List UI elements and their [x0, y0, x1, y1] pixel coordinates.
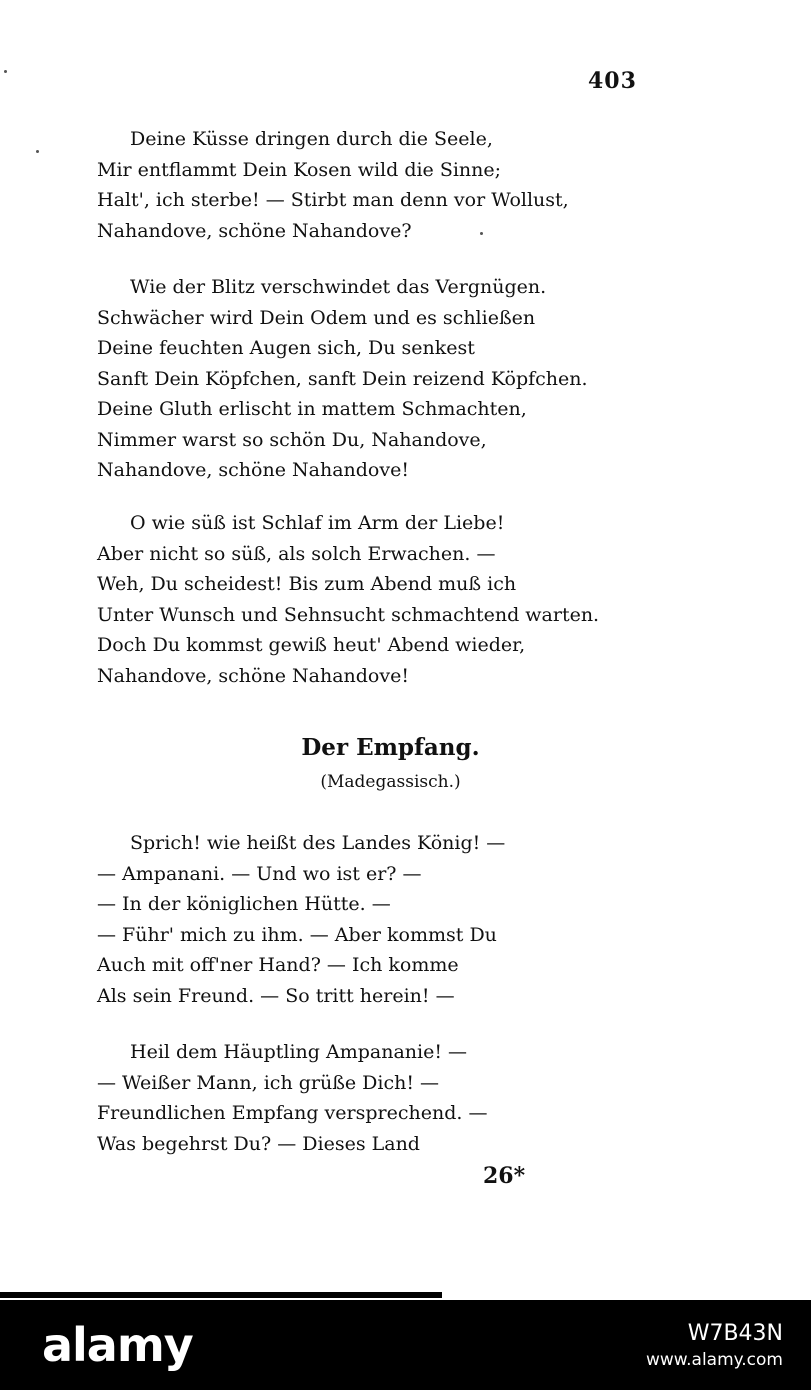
- verse-line: Wie der Blitz verschwindet das Vergnügen.: [130, 276, 547, 298]
- verse-line: Als sein Freund. — So tritt herein! —: [97, 984, 455, 1007]
- scan-speck: [36, 150, 39, 153]
- poem2-stanza-2: [97, 1037, 617, 1159]
- verse-line: Freundlichen Empfang versprechend. —: [97, 1102, 488, 1124]
- verse-line: Halt', ich sterbe! — Stirbt man denn vor Wollust,: [97, 189, 569, 211]
- verse-line: — In der königlichen Hütte. —: [97, 893, 391, 915]
- site-url: www.alamy.com: [645, 1350, 783, 1370]
- verse-line: Deine feuchten Augen sich, Du senkest: [97, 337, 475, 359]
- verse-line: Nimmer warst so schön Du, Nahandove,: [97, 428, 487, 451]
- poem-title: [0, 734, 811, 761]
- footer-info: [646, 1320, 783, 1372]
- verse-line: Nahandove, schöne Nahandove?: [97, 219, 412, 242]
- verse-line: — Führ' mich zu ihm. — Aber kommst Du: [97, 923, 497, 946]
- verse-line: Nahandove, schöne Nahandove!: [97, 459, 409, 481]
- page-number: 403: [588, 68, 637, 94]
- scan-edge-line: [0, 1292, 442, 1298]
- signature-mark: 26*: [483, 1163, 526, 1189]
- verse-line: Mir entflammt Dein Kosen wild die Sinne;: [97, 158, 502, 181]
- scan-speck: [4, 70, 7, 73]
- verse-line: Nahandove, schöne Nahandove!: [97, 664, 409, 687]
- verse-line: Sanft Dein Köpfchen, sanft Dein reizend Köpfchen.: [97, 367, 588, 390]
- poem-title-text: Der Empfang.: [301, 734, 480, 761]
- verse-line: Unter Wunsch und Sehnsucht schmachtend warten.: [97, 603, 600, 626]
- poem-subtitle: [0, 772, 811, 792]
- verse-line: — Ampanani. — Und wo ist er? —: [97, 862, 422, 885]
- scan-speck: [480, 232, 483, 235]
- verse-line: Deine Gluth erlischt in mattem Schmachten,: [97, 398, 527, 420]
- verse-line: Heil dem Häuptling Ampananie! —: [130, 1041, 468, 1063]
- stanza-2: [97, 272, 617, 486]
- verse-line: Auch mit off'ner Hand? — Ich komme: [97, 954, 459, 976]
- verse-line: — Weißer Mann, ich grüße Dich! —: [97, 1071, 440, 1094]
- verse-line: Was begehrst Du? — Dieses Land: [97, 1132, 420, 1155]
- watermark-footer: [0, 1300, 811, 1390]
- verse-line: Aber nicht so süß, als solch Erwachen. —: [97, 542, 496, 565]
- poem2-stanza-1: [97, 828, 617, 1011]
- verse-line: Sprich! wie heißt des Landes König! —: [130, 832, 506, 854]
- poem-subtitle-text: (Madegassisch.): [320, 772, 461, 792]
- verse-line: Weh, Du scheidest! Bis zum Abend muß ich: [97, 573, 517, 595]
- brand-logo: alamy: [42, 1318, 193, 1372]
- verse-line: Doch Du kommst gewiß heut' Abend wieder,: [97, 634, 526, 656]
- verse-line: O wie süß ist Schlaf im Arm der Liebe!: [130, 512, 505, 534]
- stanza-1: [97, 124, 617, 246]
- image-id: W7B43N: [687, 1321, 783, 1346]
- stanza-3: [97, 508, 617, 691]
- verse-line: Schwächer wird Dein Odem und es schließen: [97, 306, 536, 329]
- verse-line: Deine Küsse dringen durch die Seele,: [130, 128, 493, 150]
